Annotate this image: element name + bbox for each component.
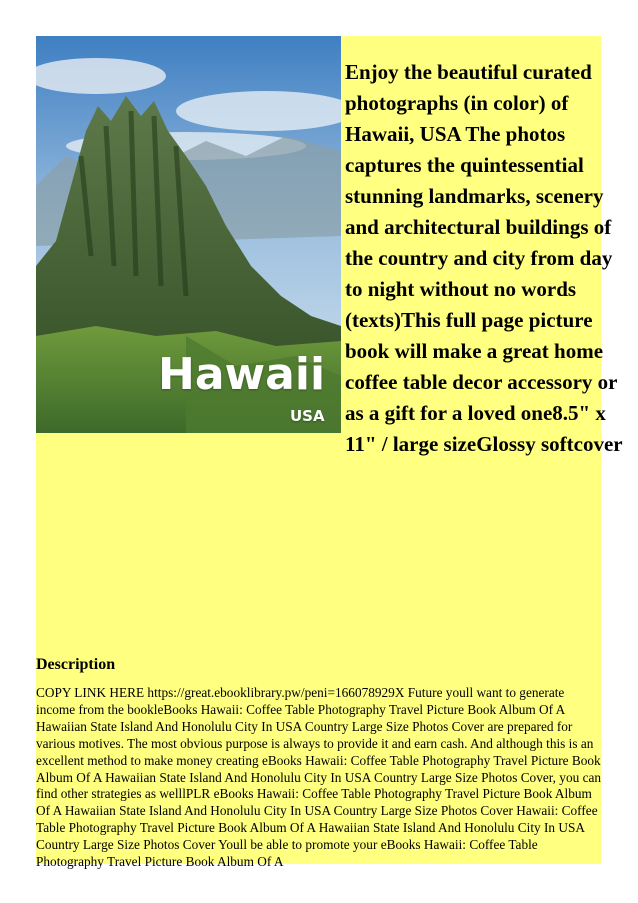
cover-subtitle: USA [290,407,325,425]
cover-title: Hawaii [158,349,326,400]
description-body: COPY LINK HERE https://great.ebooklibrary.pw/peni=166078929X Future youll want to generate income from the bookleBooks Hawaii: Coffee Table Photography Travel Picture Book Album Of A Hawaiian State Island And Honolulu City In USA Country Large Size Photos Cover are prepared for various motives. The most obvious purpose is always to provide it and earn cash. And although this is an excellent method to make money creating eBooks Hawaii: Coffee Table Photography Travel Picture Book Album Of A Hawaiian State Island And Honolulu City In USA Country Large Size Photos Cover, you can find other strategies as welllPLR eBooks Hawaii: Coffee Table Photography Travel Picture Book Album Of A Hawaiian State Island And Honolulu City In USA Country Large Size Photos Cover Hawaii: Coffee Table Photography Travel Picture Book Album Of A Hawaiian State Island And Honolulu City In USA Country Large Size Photos Cover Youll be able to promote your eBooks Hawaii: Coffee Table Photography Travel Picture Book Album Of A [36,685,602,870]
description-heading: Description [36,656,116,673]
book-blurb: Enjoy the beautiful curated photographs (in color) of Hawaii, USA The photos captures the quintessential stunning landmarks, scenery and architectural buildings of the country and city from day to night without no words (texts)This full page picture book will make a great home coffee table decor accessory or as a gift for a loved one8.5" x 11" / large sizeGlossy softcover [345,60,623,456]
book-cover-image [36,36,341,433]
